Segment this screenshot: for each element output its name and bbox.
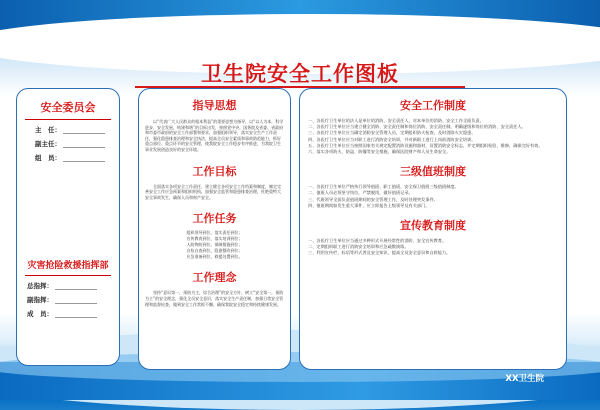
duty-rules-title: 三级值班制度 [400, 165, 466, 179]
work-goal-title: 工作目标 [192, 164, 237, 178]
work-goal-text: 全面落实各项安全工作责任，建立健全各项安全工作档案和制度，制定完善安全工作应急预案和组织机构，加强安全监管和隐患排查治理，杜绝重特大安全事故发生，确保人员和财产安全。 [145, 183, 281, 200]
committee-role-members: 组 员： [35, 153, 119, 162]
list-item: 自检自查到位，隐患整改到位； [186, 248, 243, 254]
work-philosophy-title: 工作理念 [192, 271, 237, 285]
safety-rules-list [308, 118, 558, 155]
education-rules-title: 宣传教育制度 [400, 219, 466, 233]
guiding-ideology-text: 以“代表广大人民群众的根本利益”的重要思想为指导，以“以人为本，科学进步，安全发展，构建和谐”的目标出发，按照党中央、国务院及省委、省政府和市委市政府的安全工作部署和要求，加强组织领导，落实安全生产工作责任，强化隐患排查治理和安全执法，提高全员安全素质和事故防范能力，抓好重点部位、重点环节的安全管理，使我院安全工作稳步有序推进，为我院卫生事业发展创造良好的安全环境。 [145, 119, 284, 152]
list-item: 二、定期组织职工进行消防安全培训和应急疏散演练。 [308, 244, 409, 250]
list-item: 一、各医疗卫生单位严格执行领导值班、职工值班、安全保卫值班三级值班制度。 [308, 184, 459, 190]
list-item: 一、各医疗卫生单位应当通过多种形式开展经常性的消防、安全宣传教育。 [308, 238, 447, 244]
education-rules-list [308, 238, 558, 257]
list-item: 二、值班人员必须坚守岗位，严禁脱岗，做好值班记录。 [308, 190, 413, 196]
list-item: 四、各医疗卫生单位应当对职工进行消防安全培训，并对新职工进行上岗前消防安全培训。 [308, 136, 476, 142]
committee-role-director: 主 任： [35, 125, 119, 134]
committee-divider [25, 119, 111, 120]
list-item: 应急准备到位，救援处置到位。 [186, 254, 243, 260]
rescue-role-deputy: 副指挥： [27, 295, 119, 304]
list-item: 三、各医疗卫生单位应当确定消防安全管理人员，定期组织防火检查，及时消除火灾隐患。 [308, 130, 476, 136]
right-panel [299, 88, 567, 370]
rescue-divider [25, 275, 111, 276]
list-item: 二、各医疗卫生单位应当建立健全消防、安全责任制和岗位消防、安全责任制，明确逐级和岗位的消防、安全责任人。 [308, 124, 526, 130]
list-item: 三、代班领导全面负责值班期间的安全管理工作，及时处理突发事件。 [308, 196, 438, 202]
list-item: 人防物防到位，保障措施到位； [186, 242, 243, 248]
middle-panel [138, 88, 291, 370]
committee-role-deputy: 副主任： [35, 139, 119, 148]
footer-hospital-name: XX卫生院 [505, 374, 544, 384]
list-item: 四、值班期间如发生重大事件，应立即报告上级领导及有关部门。 [308, 202, 430, 208]
list-item: 组织领导到位，落实责任到位； [186, 230, 243, 236]
rescue-role-commander: 总指挥： [27, 281, 119, 290]
list-item: 一、各医疗卫生单位的法人是单位的消防、安全责任人，对本单位的消防、安全工作全面负责。 [308, 118, 484, 123]
safety-rules-title: 安全工作制度 [400, 99, 466, 112]
committee-spacer [17, 162, 119, 258]
duty-rules-list [308, 184, 558, 209]
work-philosophy-text: 坚持“意识第一，预防为主，综合治理”的安全方针，树立“安全第一，预防为主”的安全理念，强化全员安全意识，落实安全生产责任制，加强日常安全管理和监督检查，做到安全工作常抓不懈，确保我院安全稳定和持续健康发展。 [145, 290, 284, 307]
left-panel [16, 88, 120, 366]
work-task-list [139, 230, 290, 260]
guiding-ideology-title: 指导思想 [192, 99, 237, 112]
work-task-title: 工作任务 [192, 212, 237, 226]
list-item: 三、利用宣传栏、标语等形式普及安全知识，提高全员安全意识和自救能力。 [308, 250, 451, 256]
list-item: 宣传教育到位，落实培训到位； [186, 236, 243, 242]
list-item: 五、各医疗卫生单位应当按照国家有关规定配置消防设施和器材，设置消防安全标志，并定期组织检验、维修，确保完好有效。 [308, 142, 543, 148]
board-title: 卫生院安全工作图板 [201, 62, 399, 86]
list-item: 六、落实各项防火、防盗、防爆等安全措施，确保医院财产和人员生命安全。 [308, 149, 451, 155]
committee-title: 安全委员会 [40, 101, 96, 114]
rescue-role-members: 成 员： [27, 309, 119, 318]
rescue-title: 灾害抢险救援指挥部 [27, 261, 109, 271]
